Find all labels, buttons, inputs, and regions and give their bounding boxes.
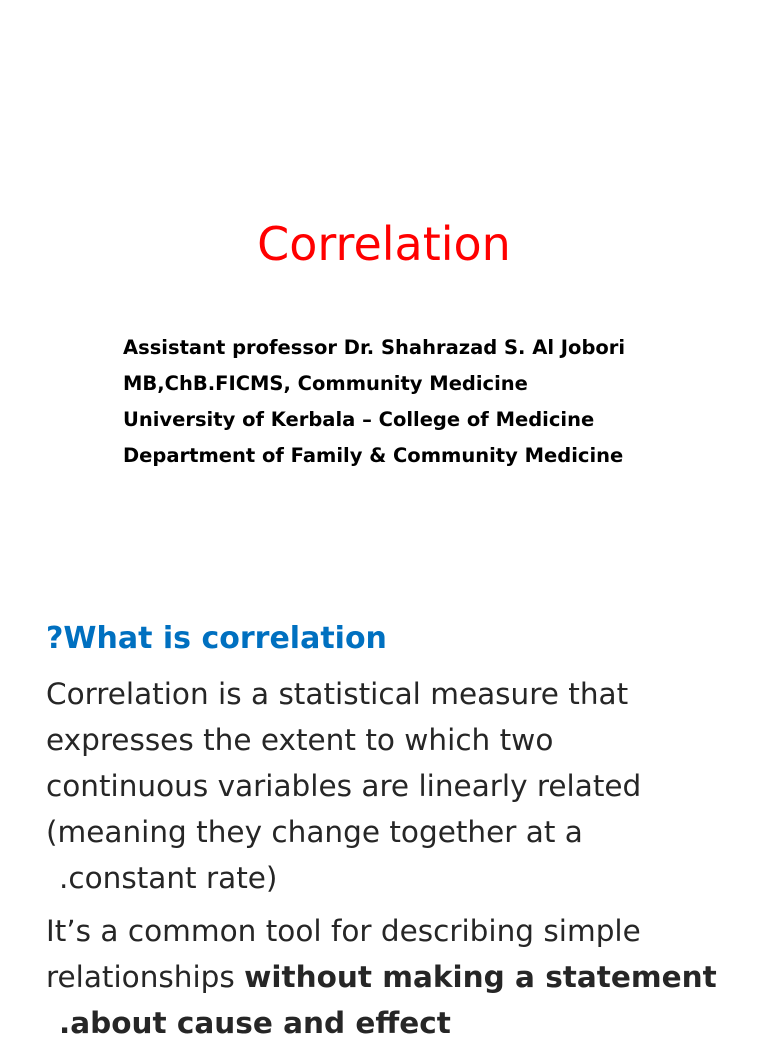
section-heading: ?What is correlation	[46, 621, 387, 656]
paragraph-text: relationships	[46, 960, 245, 994]
paragraph-line: expresses the extent to which two	[46, 723, 554, 757]
paragraph-line: It’s a common tool for describing simple	[46, 914, 641, 948]
paragraph-line: Correlation is a statistical measure that	[46, 677, 629, 711]
paragraph-line	[46, 954, 717, 1000]
author-department: Department of Family & Community Medicine	[123, 444, 624, 467]
author-title: Assistant professor Dr. Shahrazad S. Al Jobori	[123, 336, 626, 359]
author-degrees: MB,ChB.FICMS, Community Medicine	[123, 372, 528, 395]
paragraph-line: .constant rate)	[59, 861, 278, 895]
author-info	[123, 332, 625, 476]
definition-paragraph	[46, 671, 641, 901]
author-university: University of Kerbala – College of Medicine	[123, 408, 595, 431]
emphasis-text: without making a statement	[244, 960, 717, 994]
slide-title: Correlation	[257, 217, 511, 271]
usage-paragraph	[46, 908, 717, 1046]
emphasis-line: .about cause and effect	[59, 1006, 451, 1040]
paragraph-line: (meaning they change together at a	[46, 815, 583, 849]
paragraph-line: continuous variables are linearly related	[46, 769, 642, 803]
